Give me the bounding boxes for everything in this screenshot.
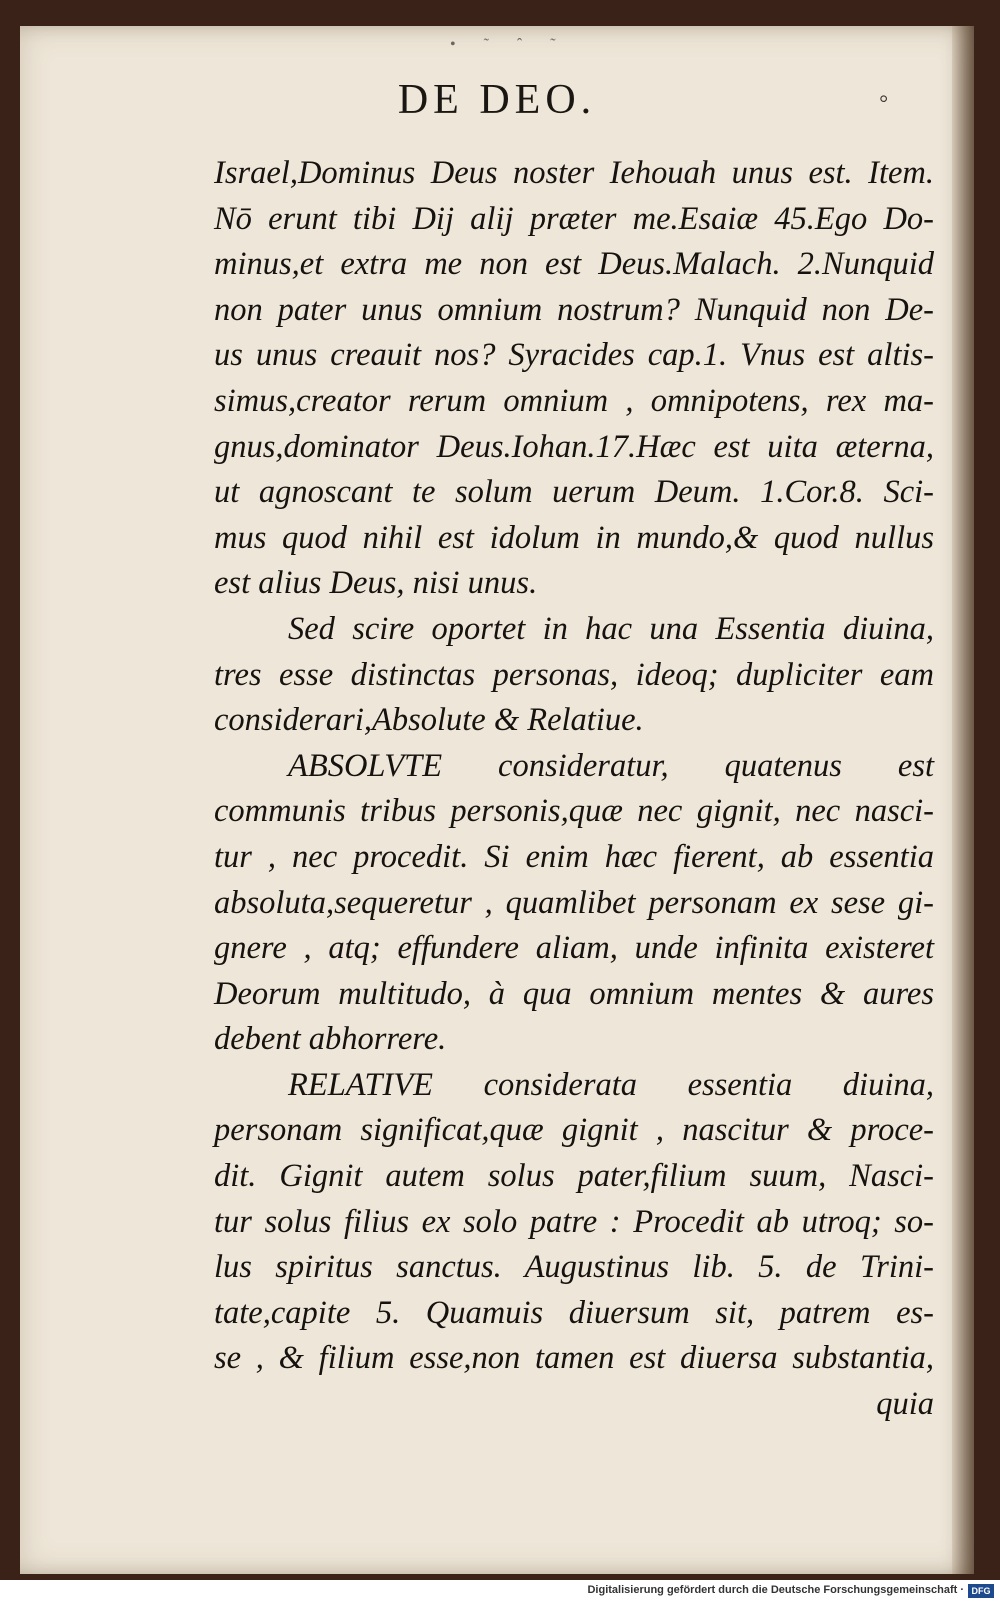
- paragraph-start-line: RELATIVE considerata essentia diuina,: [288, 1066, 934, 1103]
- text-line: tres esse distinctas personas, ideoq; dupliciter eam: [214, 656, 934, 693]
- text-line: gnus,dominator Deus.Iohan.17.Hæc est uita æterna,: [214, 428, 934, 465]
- book-page: [20, 26, 974, 1574]
- text-line: tur solus filius ex solo patre : Procedit ab utroq; so-: [214, 1203, 934, 1240]
- top-ornament: • ˜ ˆ ˜: [450, 36, 568, 53]
- text-line: non pater unus omnium nostrum? Nunquid non De-: [214, 291, 934, 328]
- text-line: tate,capite 5. Quamuis diuersum sit, patrem es-: [214, 1294, 934, 1331]
- text-line: debent abhorrere.: [214, 1021, 447, 1058]
- text-line: lus spiritus sanctus. Augustinus lib. 5. de Trini-: [214, 1249, 934, 1286]
- text-line: simus,creator rerum omnium , omnipotens, rex ma-: [214, 382, 934, 419]
- funding-credit: Digitalisierung gefördert durch die Deutsche Forschungsgemeinschaft ·: [587, 1584, 964, 1596]
- text-line: considerari,Absolute & Relatiue.: [214, 702, 644, 739]
- text-line: dit. Gignit autem solus pater,filium suum, Nasci-: [214, 1158, 934, 1195]
- catchword: quia: [876, 1386, 934, 1423]
- text-line: gnere , atq; effundere aliam, unde infinita existeret: [214, 930, 934, 967]
- text-line: se , & filium esse,non tamen est diuersa substantia,: [214, 1340, 934, 1377]
- body-text: [214, 151, 934, 1428]
- text-line: ut agnoscant te solum uerum Deum. 1.Cor.8. Sci-: [214, 474, 934, 511]
- text-line: communis tribus personis,quæ nec gignit, nec nasci-: [214, 793, 934, 830]
- text-line: minus,et extra me non est Deus.Malach. 2.Nunquid: [214, 246, 934, 283]
- text-line: tur , nec procedit. Si enim hæc fierent, ab essentia: [214, 838, 934, 875]
- dfg-logo: DFG: [968, 1584, 994, 1598]
- text-line: Israel,Dominus Deus noster Iehouah unus est. Item.: [214, 155, 934, 191]
- text-line: personam significat,quæ gignit , nascitur & proce-: [214, 1112, 934, 1149]
- digitization-footer: [0, 1580, 1000, 1604]
- paragraph-start-line: ABSOLVTE consideratur, quatenus est: [288, 747, 934, 784]
- text-line: absoluta,sequeretur , quamlibet personam ex sese gi-: [214, 884, 934, 921]
- text-line: est alius Deus, nisi unus.: [214, 565, 538, 602]
- running-head: DE DEO.: [397, 77, 597, 123]
- text-line: Nō erunt tibi Dij alij præter me.Esaiæ 45.Ego Do-: [214, 200, 934, 237]
- page-edge-shadow: [952, 26, 974, 1574]
- text-line: Deorum multitudo, à qua omnium mentes & aures: [214, 975, 934, 1012]
- text-line: mus quod nihil est idolum in mundo,& quod nullus: [214, 519, 934, 556]
- corner-mark: °: [879, 90, 888, 115]
- text-line: us unus creauit nos? Syracides cap.1. Vnus est altis-: [214, 337, 934, 374]
- paragraph-start-line: Sed scire oportet in hac una Essentia diuina,: [288, 610, 934, 647]
